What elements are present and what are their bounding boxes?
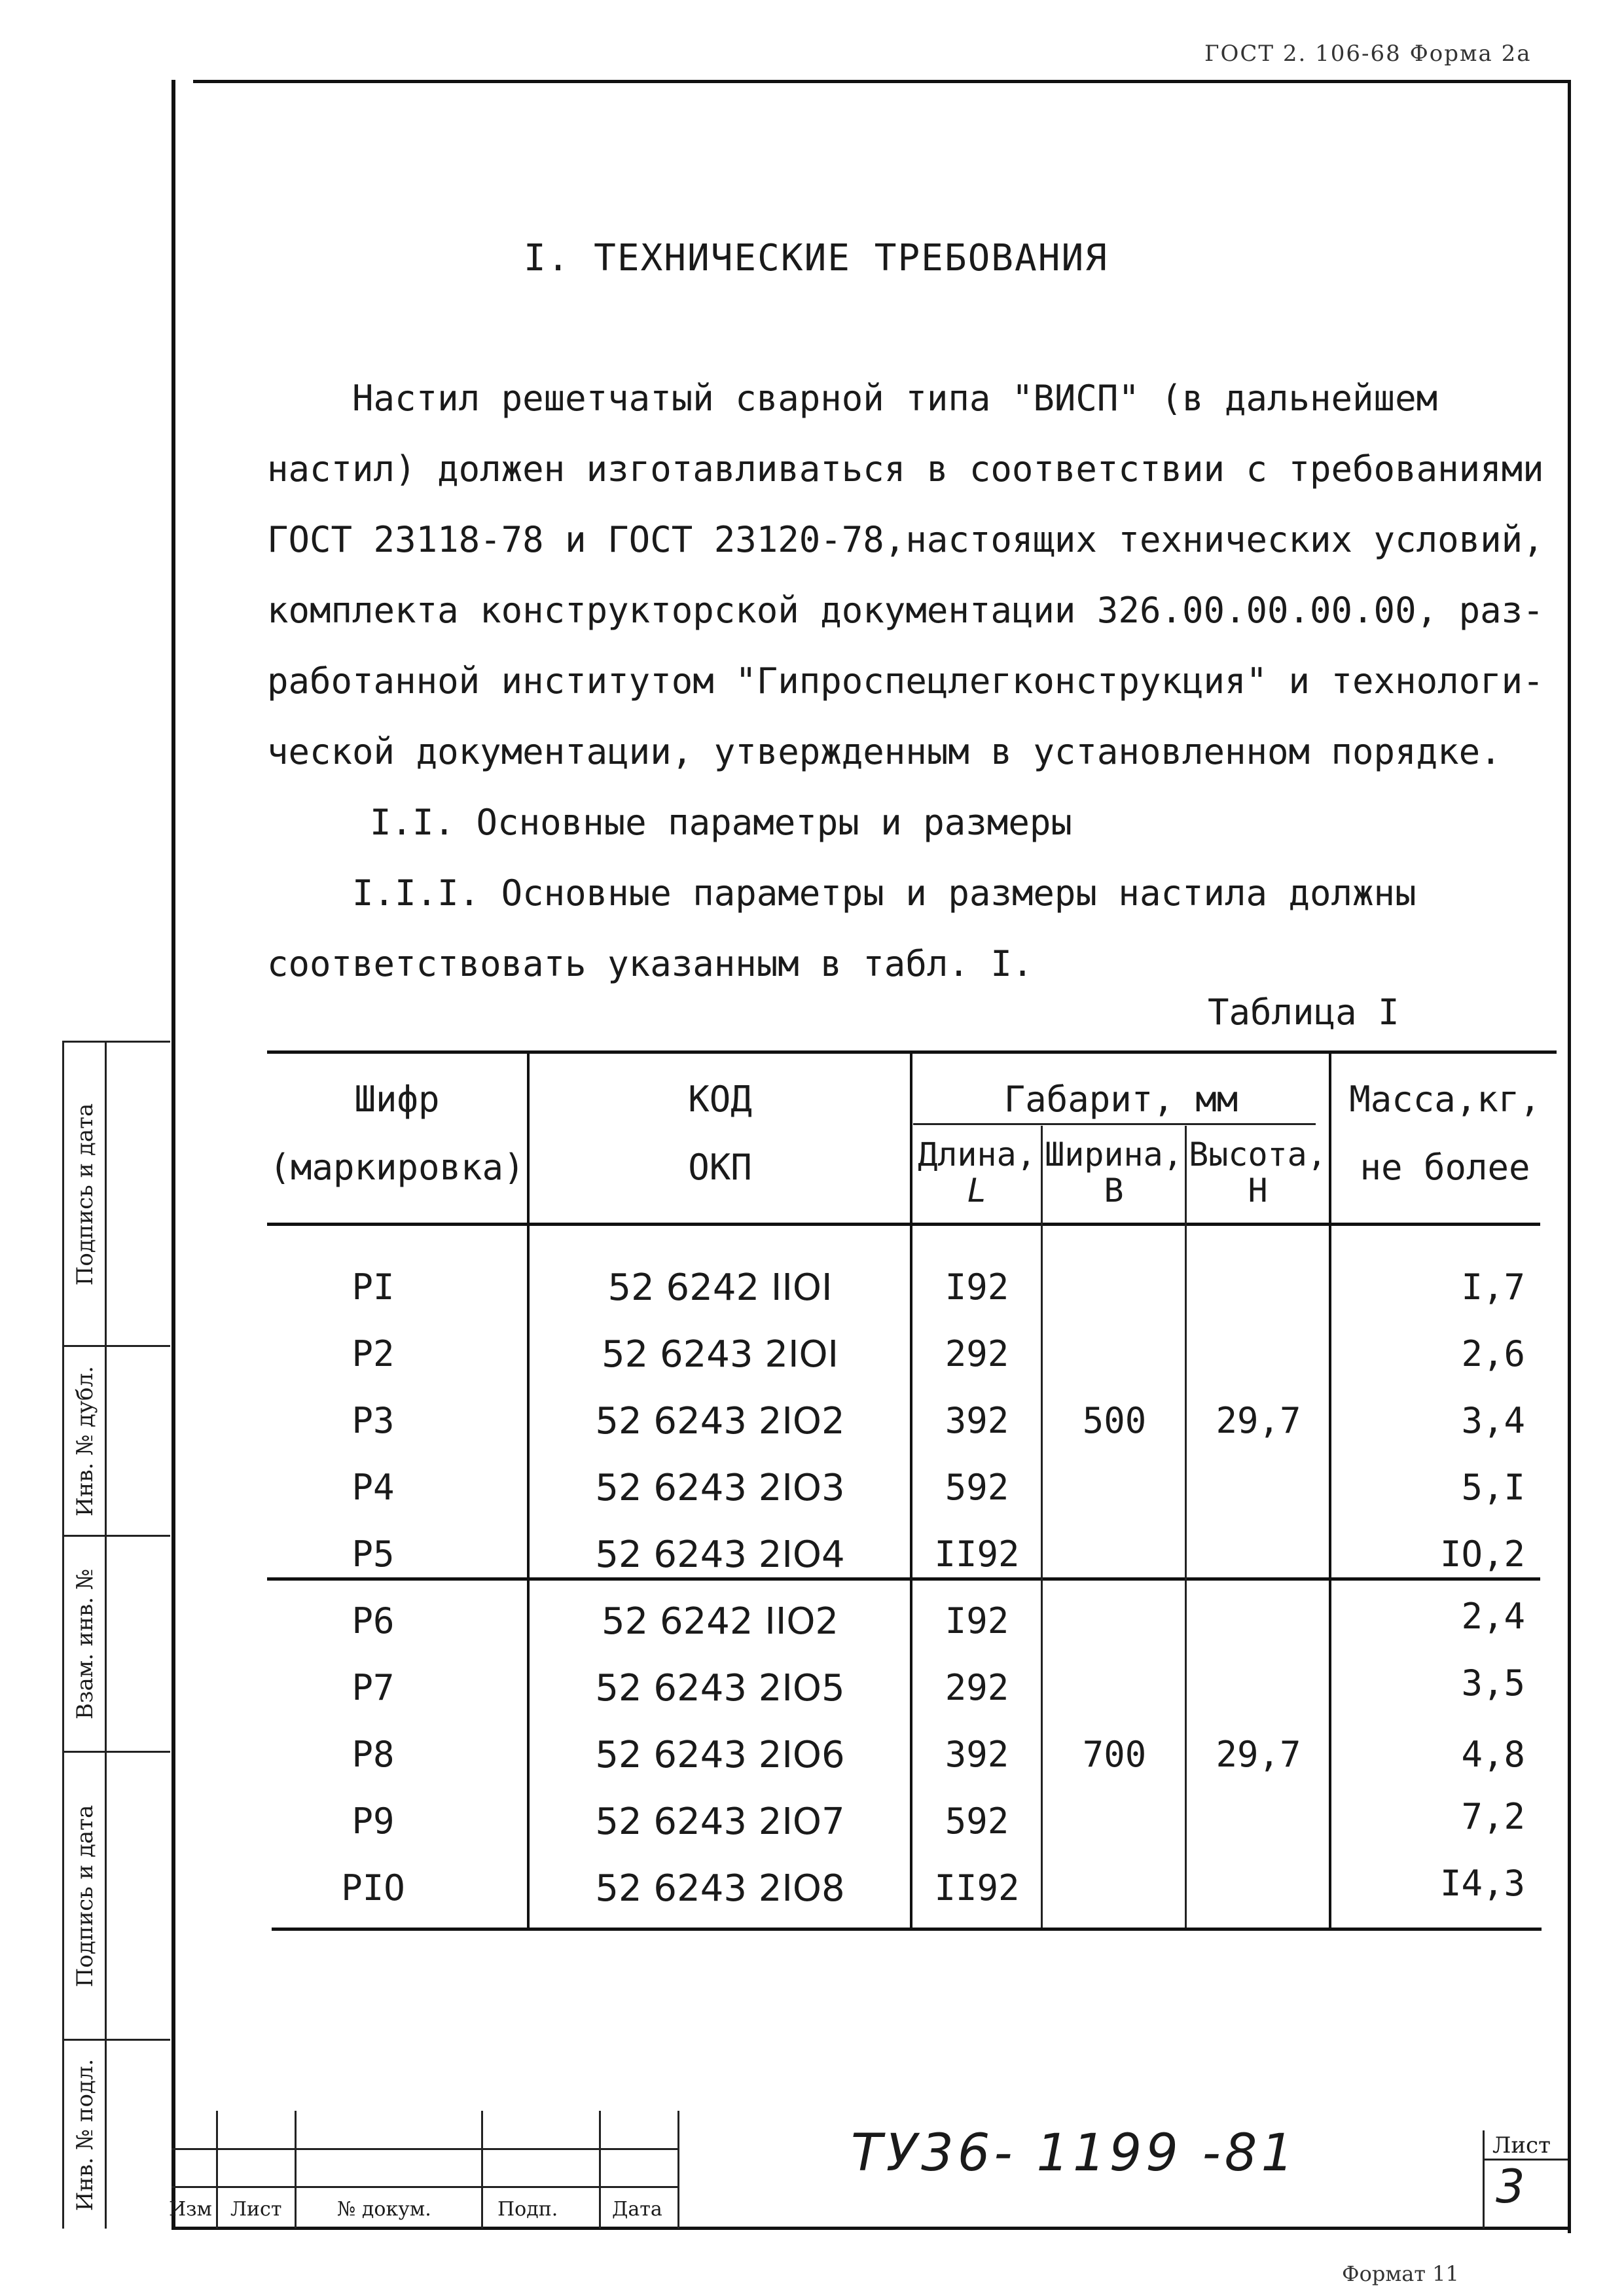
- document-number: ТУ36- 1199 -81: [851, 2124, 1298, 2183]
- header-mass: Масса,кг,: [1349, 1079, 1541, 1120]
- paragraph-line-1: Настил решетчатый сварной типа "ВИСП" (в дальнейшем: [267, 378, 1438, 419]
- table-row-6-length: I92: [945, 1600, 1009, 1641]
- table-row-9-mass: 7,2: [1461, 1796, 1525, 1837]
- date-column-label: Дата: [612, 2198, 662, 2221]
- title-block-col-1: [216, 2111, 218, 2229]
- sheet-column-label: Лист: [230, 2198, 282, 2221]
- sheet-label: Лист: [1492, 2132, 1551, 2159]
- table-caption: Таблица I: [1208, 992, 1399, 1033]
- title-block-row-1: [171, 2148, 679, 2150]
- table-row-9-code: 52 6243 2IO7: [595, 1801, 845, 1843]
- title-block-col-3: [481, 2111, 483, 2229]
- group1-height: 29,7: [1216, 1400, 1301, 1441]
- dimensions-underline: [913, 1123, 1316, 1125]
- original-inventory-label: Инв. № подл.: [72, 2058, 98, 2212]
- table-row-4-code: 52 6243 2IO3: [595, 1467, 845, 1509]
- signature-date-label-bottom: Подпись и дата: [72, 1804, 98, 1988]
- table-row-5-code: 52 6243 2IO4: [595, 1534, 845, 1576]
- table-row-10-mass: I4,3: [1439, 1863, 1525, 1904]
- frame-bottom-border: [171, 2227, 1571, 2230]
- frame-top-border: [193, 80, 1571, 83]
- table-row-10-code: 52 6243 2IO8: [595, 1867, 845, 1910]
- table-row-2-length: 292: [945, 1333, 1009, 1374]
- col-rule-width: [1185, 1126, 1187, 1928]
- table-row-2-mass: 2,6: [1461, 1333, 1525, 1374]
- title-block-col-5: [677, 2111, 679, 2229]
- table-row-7-mass: 3,5: [1461, 1662, 1525, 1704]
- section-heading: I. ТЕХНИЧЕСКИЕ ТРЕБОВАНИЯ: [524, 237, 1108, 279]
- header-dimensions: Габарит, мм: [1003, 1079, 1238, 1120]
- frame-left-border: [171, 80, 175, 2230]
- subsection-title: I.I. Основные параметры и размеры: [370, 802, 1072, 843]
- group2-height: 29,7: [1216, 1734, 1301, 1775]
- title-block-row-2: [171, 2186, 679, 2188]
- header-mass-limit: не более: [1360, 1147, 1530, 1188]
- table-row-6-cipher: P6: [352, 1600, 395, 1641]
- header-cipher: Шифр: [354, 1079, 440, 1120]
- table-row-10-cipher: PIO: [341, 1867, 405, 1909]
- table-row-1-length: I92: [945, 1266, 1009, 1308]
- duplicate-inventory-label: Инв. № дубл.: [72, 1366, 98, 1516]
- header-length: Длина,: [918, 1136, 1036, 1174]
- table-row-4-mass: 5,I: [1461, 1467, 1525, 1508]
- table-row-1-code: 52 6242 IIOI: [607, 1266, 833, 1309]
- frame-right-border: [1568, 80, 1571, 2233]
- header-width-symbol: B: [1104, 1172, 1124, 1210]
- table-row-9-cipher: P9: [352, 1801, 395, 1842]
- header-length-symbol: L: [967, 1172, 987, 1210]
- table-row-8-code: 52 6243 2IO6: [595, 1734, 845, 1776]
- table-header-rule: [267, 1223, 1540, 1226]
- table-row-2-code: 52 6243 2IOI: [601, 1333, 839, 1376]
- header-height: Высота,: [1189, 1136, 1327, 1174]
- side-stamp-divider-1: [62, 1041, 170, 1043]
- table-row-8-mass: 4,8: [1461, 1734, 1525, 1775]
- table-row-5-mass: IO,2: [1439, 1534, 1525, 1575]
- change-column-label: Изм: [169, 2198, 212, 2221]
- header-cipher-marking: (маркировка): [269, 1147, 525, 1188]
- group1-width: 500: [1082, 1400, 1147, 1441]
- table-row-8-length: 392: [945, 1734, 1009, 1775]
- table-row-10-length: II92: [934, 1867, 1020, 1909]
- header-code-okp: ОКП: [688, 1147, 752, 1188]
- sheet-number: 3: [1496, 2160, 1525, 2214]
- table-group-rule: [267, 1577, 1540, 1581]
- document-number-column-label: № докум.: [337, 2198, 431, 2221]
- table-row-2-cipher: P2: [352, 1333, 395, 1374]
- table-row-5-length: II92: [934, 1534, 1020, 1575]
- side-stamp-outer-rule: [62, 1041, 64, 2229]
- gost-form-reference: ГОСТ 2. 106-68 Форма 2а: [1204, 41, 1532, 67]
- table-row-3-mass: 3,4: [1461, 1400, 1525, 1441]
- header-code: КОД: [688, 1079, 752, 1120]
- table-row-7-code: 52 6243 2IO5: [595, 1667, 845, 1710]
- table-row-4-cipher: P4: [352, 1467, 395, 1508]
- table-row-9-length: 592: [945, 1801, 1009, 1842]
- col-rule-height: [1329, 1050, 1331, 1928]
- table-row-3-length: 392: [945, 1400, 1009, 1441]
- signature-column-label: Подп.: [497, 2198, 558, 2221]
- table-row-7-cipher: P7: [352, 1667, 395, 1708]
- table-row-8-cipher: P8: [352, 1734, 395, 1775]
- table-row-5-cipher: P5: [352, 1534, 395, 1575]
- paper-format-label: Формат 11: [1342, 2261, 1459, 2286]
- table-bottom-rule: [272, 1928, 1542, 1931]
- col-rule-length: [1041, 1126, 1043, 1928]
- title-block-col-4: [599, 2111, 601, 2229]
- side-stamp-inner-rule: [105, 1041, 107, 2229]
- table-row-4-length: 592: [945, 1467, 1009, 1508]
- table-row-7-length: 292: [945, 1667, 1009, 1708]
- title-block-col-2: [295, 2111, 297, 2229]
- replacement-inventory-label: Взам. инв. №: [72, 1568, 98, 1720]
- table-row-3-cipher: P3: [352, 1400, 395, 1441]
- col-rule-cipher: [527, 1050, 530, 1928]
- paragraph-line-3: ГОСТ 23118-78 и ГОСТ 23120-78,настоящих технических условий,: [267, 519, 1544, 560]
- clause-line-2: соответствовать указанным в табл. I.: [267, 943, 1034, 984]
- header-width: Ширина,: [1045, 1136, 1183, 1174]
- table-row-6-mass: 2,4: [1461, 1596, 1525, 1637]
- signature-date-label-top: Подпись и дата: [72, 1103, 98, 1286]
- paragraph-line-2: настил) должен изготавливаться в соответствии с требованиями: [267, 448, 1544, 490]
- table-row-1-mass: I,7: [1461, 1266, 1525, 1308]
- table-row-1-cipher: PI: [352, 1266, 395, 1308]
- clause-line-1: I.I.I. Основные параметры и размеры настила должны: [267, 872, 1416, 914]
- paragraph-line-5: работанной институтом "Гипроспецлегконструкция" и технологи-: [267, 660, 1544, 702]
- paragraph-line-4: комплекта конструкторской документации 326.00.00.00.00, раз-: [267, 590, 1544, 631]
- group2-width: 700: [1082, 1734, 1147, 1775]
- header-height-symbol: H: [1248, 1172, 1268, 1210]
- paragraph-line-6: ческой документации, утвержденным в установленном порядке.: [267, 731, 1502, 772]
- title-block-col-6: [1483, 2130, 1485, 2229]
- table-row-3-code: 52 6243 2IO2: [595, 1400, 845, 1443]
- table-row-6-code: 52 6242 IIO2: [601, 1600, 839, 1643]
- col-rule-code: [910, 1050, 912, 1928]
